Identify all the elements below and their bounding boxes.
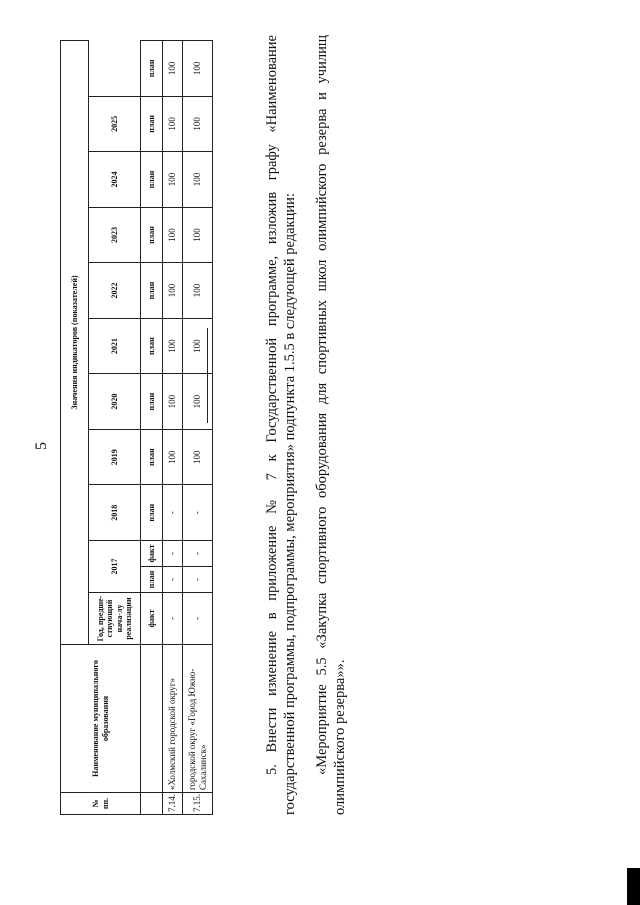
cell: - (183, 541, 213, 567)
header-blank-name (141, 645, 163, 793)
subheader-plan: план (141, 429, 163, 485)
cell: 100 (183, 374, 213, 430)
subheader-plan: план (141, 374, 163, 430)
cell: 100 (163, 263, 183, 319)
year-label: 2021 (109, 338, 119, 355)
subheader-plan: план (141, 263, 163, 319)
cell: 100 (183, 318, 213, 374)
cell: 100 (183, 41, 213, 97)
table-row (183, 41, 213, 815)
cell: 100 (183, 429, 213, 485)
year-label: 2019 (109, 449, 119, 466)
paragraph-measure: «Мероприятие 5.5 «Закупка спортивного оборудования для спортивных школ олимпийского резерва и училищ олимпийского резерва»». (314, 35, 348, 815)
cell: 100 (163, 207, 183, 263)
cell: - (163, 593, 183, 645)
cell: 100 (163, 41, 183, 97)
subheader-plan: план (141, 96, 163, 152)
subheader-plan: план (141, 41, 163, 97)
header-num: № пп. (61, 793, 141, 815)
subheader-plan: план (141, 567, 163, 593)
header-year-2017: 2017 (89, 541, 141, 593)
header-name: Наименование муниципального образования (61, 645, 141, 793)
header-year-2018 (89, 485, 141, 541)
cell: - (183, 485, 213, 541)
separator-line (207, 328, 208, 423)
row-num: 7.14. (163, 793, 183, 815)
year-label: 2025 (109, 115, 119, 132)
header-base-year-label: Год, предше-ствующий нача-лу реализации (96, 595, 133, 642)
header-blank-num (141, 793, 163, 815)
header-year-2020 (89, 374, 141, 430)
cell: 100 (163, 318, 183, 374)
cell: 100 (183, 263, 213, 319)
year-label: 2024 (109, 171, 119, 188)
header-year-2021 (89, 318, 141, 374)
subheader-plan: план (141, 485, 163, 541)
cell: - (163, 541, 183, 567)
cell: 100 (163, 152, 183, 208)
subheader-plan: план (141, 318, 163, 374)
header-year-2024 (89, 152, 141, 208)
cell: 100 (183, 152, 213, 208)
header-year-2019 (89, 429, 141, 485)
row-name: «Холмский городской округ» (163, 645, 183, 793)
header-year-2023 (89, 207, 141, 263)
header-values: Значения индикаторов (показателей) (61, 41, 89, 645)
cell: - (163, 567, 183, 593)
cell: - (183, 593, 213, 645)
cell: - (163, 485, 183, 541)
subheader-plan: план (141, 152, 163, 208)
row-name: городской округ «Город Южно-Сахалинск» (183, 645, 213, 793)
header-year-2022 (89, 263, 141, 319)
cell: 100 (183, 96, 213, 152)
cell: 100 (183, 207, 213, 263)
year-label: 2023 (109, 227, 119, 243)
cell: 100 (163, 429, 183, 485)
page-number: 5 (33, 442, 50, 450)
header-base-year (89, 593, 141, 645)
cell: 100 (163, 374, 183, 430)
row-num: 7.15. (183, 793, 213, 815)
header-year-2025 (89, 96, 141, 152)
table-row (163, 41, 183, 815)
subheader-fact: факт (141, 593, 163, 645)
indicators-table (60, 40, 213, 815)
scan-edge-mark (627, 868, 640, 905)
paragraph-amendment: 5. Внести изменение в приложение № 7 к Государственной программе, изложив графу «Наименование государственной программы, подпрограммы, мероприятия» подпункта 1.5.5 в следующей редакции: (264, 35, 298, 815)
cell: 100 (163, 96, 183, 152)
subheader-fact: факт (141, 541, 163, 567)
year-label: 2018 (109, 504, 119, 521)
year-label: 2022 (109, 282, 119, 299)
subheader-plan: план (141, 207, 163, 263)
cell: - (183, 567, 213, 593)
year-label: 2020 (109, 393, 119, 410)
